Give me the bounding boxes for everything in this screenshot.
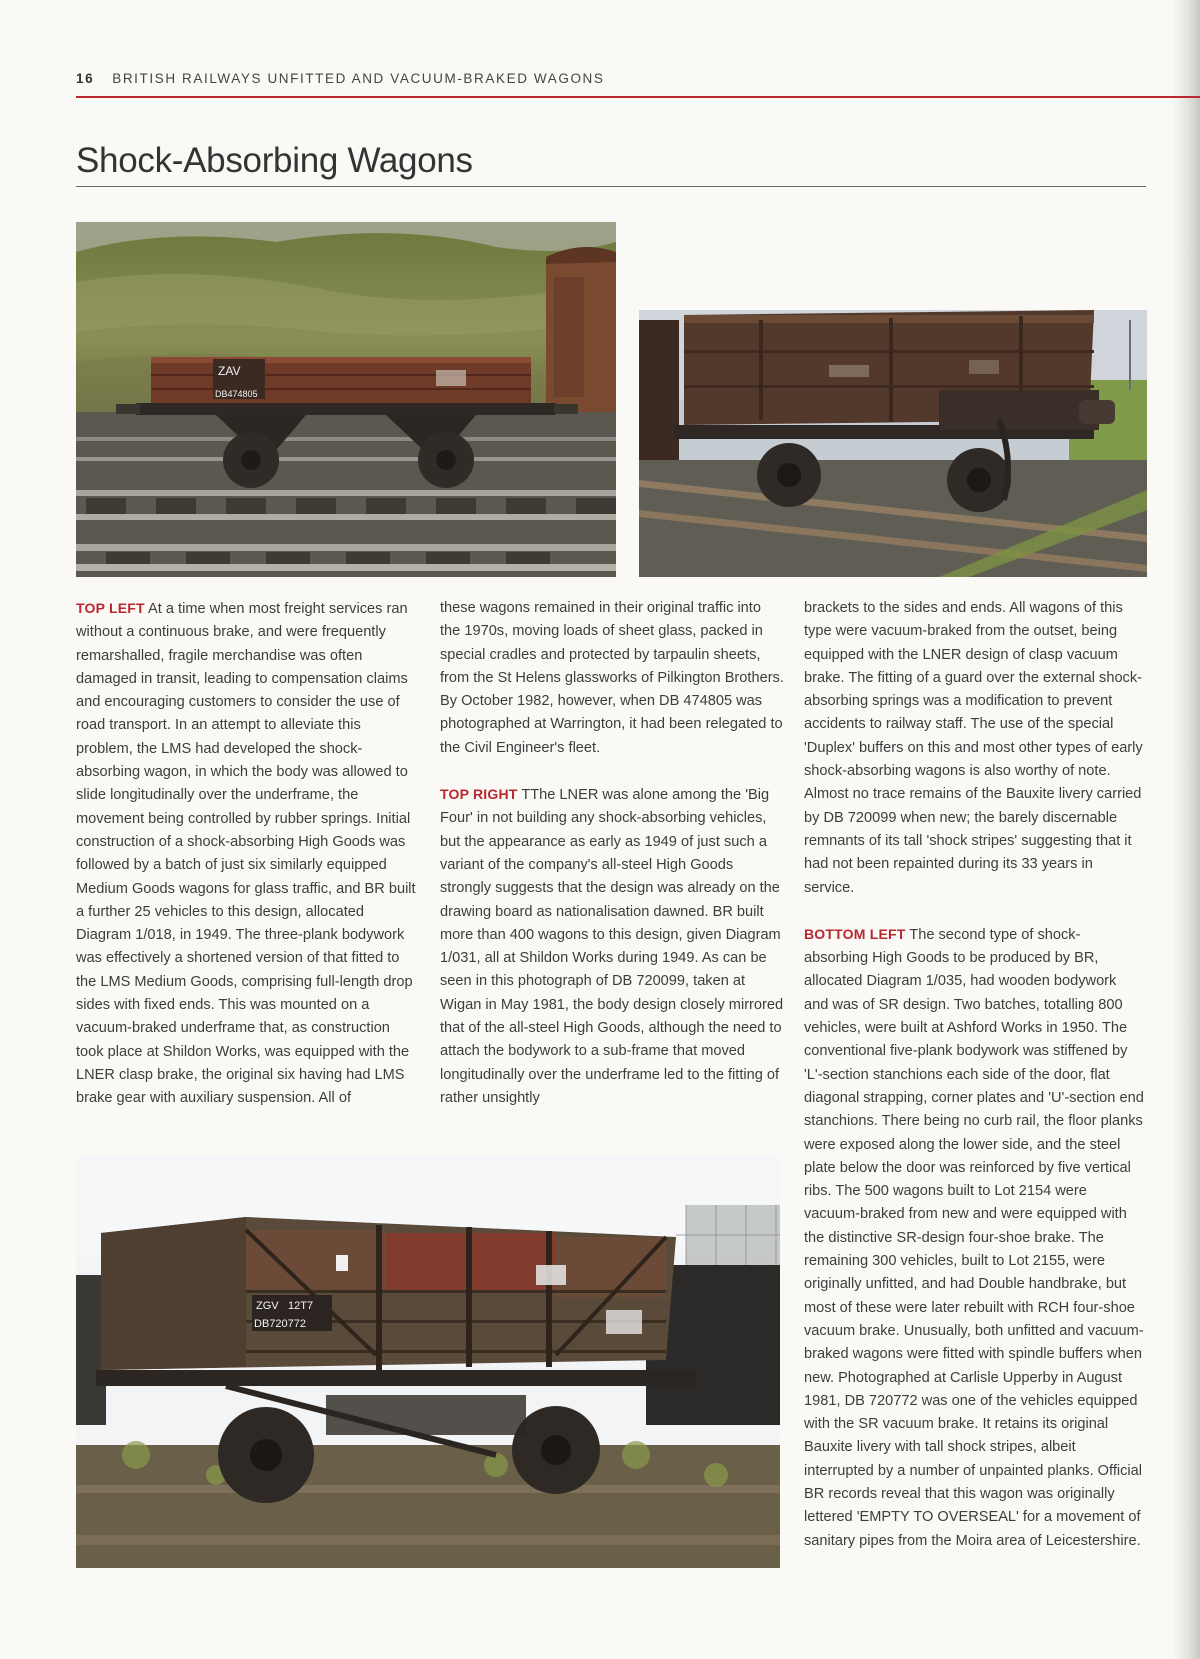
photo-bottom-left-wooden-wagon <box>76 1155 780 1568</box>
page-number: 16 <box>76 71 95 86</box>
photo-top-left-flat-wagon <box>76 222 616 577</box>
top-left-wagon-code: ZAV <box>218 364 241 378</box>
photo-top-right-steel-wagon <box>639 310 1147 577</box>
page-title: Shock-Absorbing Wagons <box>76 141 473 180</box>
caption-top-right-continued: brackets to the sides and ends. All wagons of this type were vacuum-braked from the outset, being equipped with the LNER design of clasp vacuum brake. The fitting of a guard over the external shock-absorbing springs was a modification to prevent accidents to railway staff. The use of the special 'Duplex' buffers on this and most other types of early shock-absorbing wagons is also worthy of note. Almost no trace remains of the Bauxite livery carried by DB 720099 when new; the barely discernable remnants of its tall 'shock stripes' suggesting that it had not been repainted during its 33 years in service. <box>804 600 1143 896</box>
caption-bottom-left <box>804 923 1144 1553</box>
running-title: BRITISH RAILWAYS UNFITTED AND VACUUM-BRAKED WAGONS <box>112 71 605 86</box>
bottom-left-tonnage: 12T7 <box>288 1300 314 1312</box>
bottom-left-wagon-number: DB720772 <box>254 1318 306 1330</box>
caption-text-bottom-left: The second type of shock-absorbing High Goods to be produced by BR, allocated Diagram 1/035, had wooden bodywork and was of SR design. Two batches, totalling 800 vehicles, were built at Ashford Works in 1950. The conventional five-plank bodywork was stiffened by 'L'-section stanchions each side of the door, flat diagonal strapping, corner plates and 'U'-section end stanchions. There being no curb rail, the floor planks were exposed along the lower side, and the steel plate below the door was reinforced by five vertical ribs. The 500 wagons built to Lot 2154 were vacuum-braked from new and were equipped with the distinctive SR-design four-shoe brake. The remaining 300 vehicles, built to Lot 2155, were originally unfitted, and had Double handbrake, but most of these were later rebuilt with RCH four-shoe vacuum brake. Unusually, both unfitted and vacuum-braked wagons were fitted with spindle buffers when new. Photographed at Carlisle Upperby in August 1981, DB 720772 was one of the vehicles equipped with the SR vacuum brake. It retains its original Bauxite livery with tall shock stripes, albeit interrupted by a number of unpainted planks. Official BR records reveal that this wagon was originally lettered 'EMPTY TO OVERSEAL' for a movement of sanitary pipes from the Moira area of Leicestershire. <box>804 926 1144 1549</box>
header-rule <box>76 96 1200 98</box>
caption-text-top-left: At a time when most freight services ran without a continuous brake, and were frequently remarshalled, fragile merchandise was often damaged in transit, leading to compensation claims and encouraging customers to consider the use of road transport. In an attempt to alleviate this problem, the LMS had developed the shock-absorbing wagon, in which the body was allowed to slide longitudinally over the underframe, the movement being controlled by rubber springs. Initial construction of a shock-absorbing High Goods was followed by a batch of just six similarly equipped Medium Goods wagons for glass traffic, and BR built a further 25 vehicles to this design, allocated Diagram 1/018, in 1949. The three-plank bodywork was effectively a shortened version of that fitted to the LMS Medium Goods, comprising full-length drop sides with fixed ends. This was mounted on a vacuum-braked underframe that, as construction took place at Shildon Works, was equipped with the LNER clasp brake, the original six having had LMS brake gear with auxiliary suspension. All of <box>76 601 416 1107</box>
caption-label-bottom-left: BOTTOM LEFT <box>804 925 906 942</box>
book-spine-shadow <box>1172 0 1200 1659</box>
bottom-left-wagon-code: ZGV <box>256 1300 279 1312</box>
caption-top-right <box>440 783 784 1110</box>
title-rule <box>76 186 1146 187</box>
caption-text-top-right: TThe LNER was alone among the 'Big Four' in not building any shock-absorbing vehicles, but the appearance as early as 1949 of just such a variant of the company's all-steel High Goods strongly suggests that the design was already on the drawing board as nationalisation dawned. BR built more than 400 wagons to this design, given Diagram 1/031, all at Shildon Works during 1949. As can be seen in this photograph of DB 720099, taken at Wigan in May 1981, the body design closely mirrored that of the all-steel High Goods, although the need to attach the bodywork to a sub-frame that moved longitudinally over the underframe led to the fitting of rather unsightly <box>440 787 784 1106</box>
caption-label-top-right: TOP RIGHT <box>440 786 518 803</box>
text-column-3 <box>804 597 1144 1576</box>
caption-top-left <box>76 597 420 1111</box>
caption-label-top-left: TOP LEFT <box>76 600 145 616</box>
text-column-1 <box>76 597 420 1134</box>
text-column-2 <box>440 597 784 1133</box>
top-left-wagon-number: DB474805 <box>215 389 258 399</box>
running-head <box>76 71 1076 91</box>
caption-top-left-continued: these wagons remained in their original traffic into the 1970s, moving loads of sheet glass, packed in special cradles and protected by tarpaulin sheets, from the St Helens glassworks of Pilkington Brothers. By October 1982, however, when DB 474805 was photographed at Warrington, it had been relegated to the Civil Engineer's fleet. <box>440 600 784 756</box>
